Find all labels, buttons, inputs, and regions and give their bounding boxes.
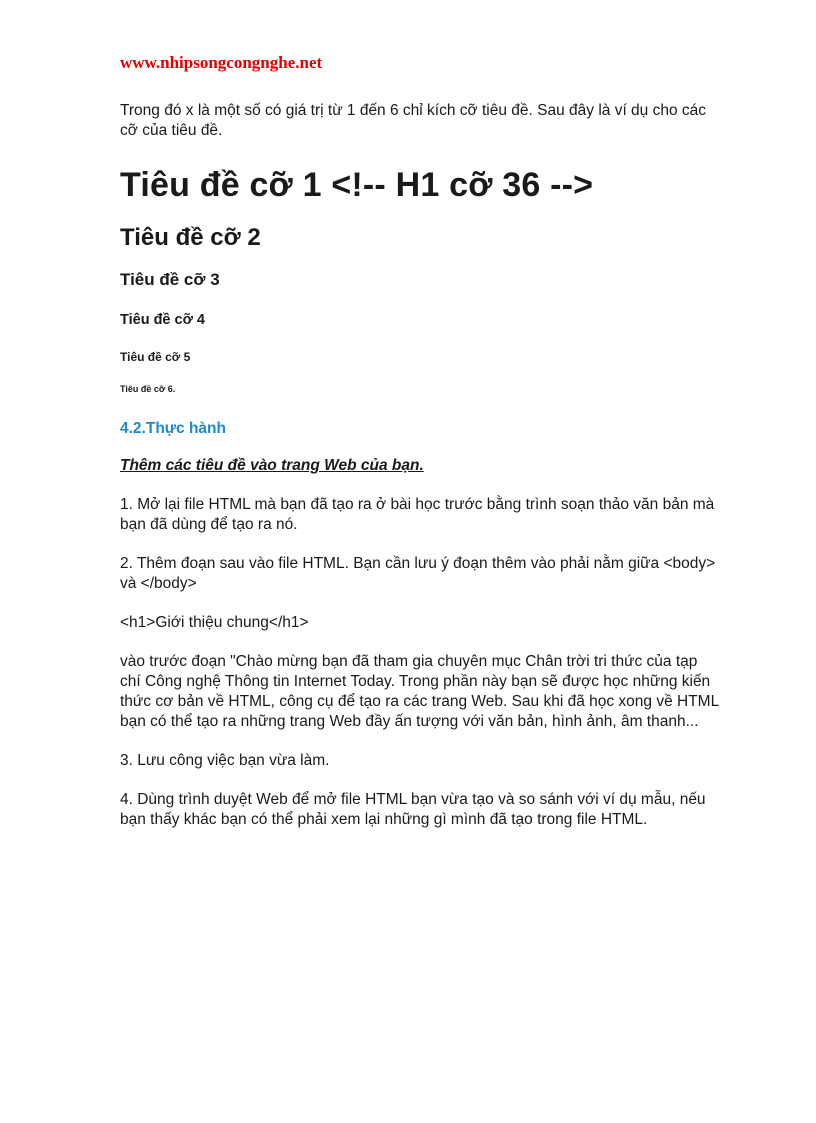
heading-size-3: Tiêu đề cỡ 3 [120,270,220,289]
intro-paragraph: Trong đó x là một số có giá trị từ 1 đến 6 chỉ kích cỡ tiêu đề. Sau đây là ví dụ cho các cỡ của tiêu đề. [120,102,707,139]
code-snippet: <h1>Giới thiệu chung</h1> [120,614,309,631]
step-4: 4. Dùng trình duyệt Web để mở file HTML bạn vừa tạo và so sánh với ví dụ mẫu, nếu bạn thấy khác bạn có thể phải xem lại những gì mình đã tạo trong file HTML. [120,791,706,828]
step-3: 3. Lưu công việc bạn vừa làm. [120,752,330,769]
step-1: 1. Mở lại file HTML mà bạn đã tạo ra ở bài học trước bằng trình soạn thảo văn bản mà bạn đã dùng để tạo ra nó. [120,496,715,533]
heading-size-4: Tiêu đề cỡ 4 [120,312,205,328]
section-title: 4.2.Thực hành [120,420,226,437]
document-page [120,52,720,830]
step-2-continuation: vào trước đoạn "Chào mừng bạn đã tham gia chuyên mục Chân trời tri thức của tạp chí Công nghệ Thông tin Internet Today. Trong phần này bạn sẽ được học những kiến thức cơ bản về HTML, công cụ để tạo ra các trang Web. Sau khi đã học xong về HTML bạn có thể tạo ra những trang Web đầy ấn tượng với văn bản, hình ảnh, âm thanh... [120,653,719,730]
site-link[interactable]: www.nhipsongcongnghe.net [120,53,323,72]
section-subtitle: Thêm các tiêu đề vào trang Web của bạn. [120,457,424,474]
heading-size-2: Tiêu đề cỡ 2 [120,224,261,251]
step-2: 2. Thêm đoạn sau vào file HTML. Bạn cần lưu ý đoạn thêm vào phải nằm giữa <body> và </body> [120,555,716,592]
heading-size-1: Tiêu đề cỡ 1 <!-- H1 cỡ 36 --> [120,166,594,204]
heading-size-6: Tiêu đề cỡ 6. [120,384,176,394]
heading-size-5: Tiêu đề cỡ 5 [120,350,191,364]
